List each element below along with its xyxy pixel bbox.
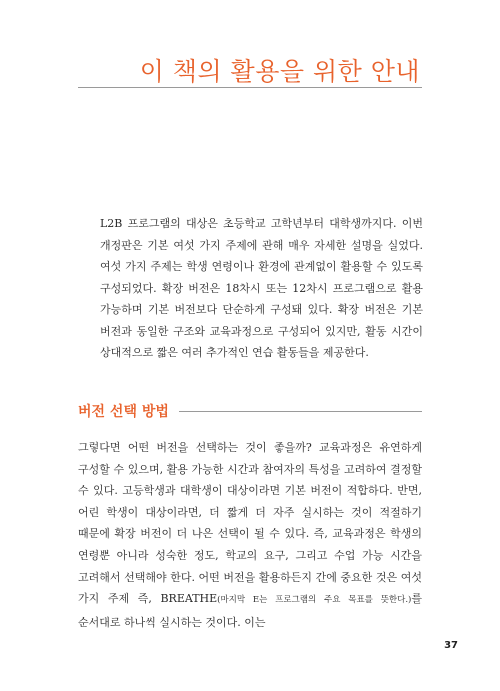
section-heading: 버전 선택 방법 [78,404,169,420]
intro-paragraph: L2B 프로그램의 대상은 초등학교 고학년부터 대학생까지다. 이번 개정판은 기본 여섯 가지 주제에 관해 매우 자세한 설명을 실었다. 여섯 가지 주제는 학생 연령이나 환경에 관계없이 활용할 수 있도록 구성되었다. 확장 버전은 18차시 또는 12차시 프로그램으로 활용 가능하며 기본 버전보다 단순하게 구성돼 있다. 확장 버전은 기본 버전과 동일한 구조와 교육과정으로 구성되어 있지만, 활동 시간이 상대적으로 짧은 여러 추가적인 연습 활동들을 제공한다. [100,217,423,359]
title-divider [78,87,422,88]
section-divider [179,411,422,412]
page-title: 이 책의 활용을 위한 안내 [139,57,420,86]
page-number: 37 [444,640,458,651]
body-text-continuation: 를 순서대로 하나씩 실시하는 것이다. 이는 [78,592,422,629]
body-text-main: 그렇다면 어떤 버전을 선택하는 것이 좋을까? 교육과정은 유연하게 구성할 수 있으며, 활용 가능한 시간과 참여자의 특성을 고려하여 결정할 수 있다. 고등학생과 대학생이 대상이라면 기본 버전이 적합하다. 반면, 어린 학생이 대상이라면, 더 짧게 더 자주 실시하는 것이 적절하기 때문에 확장 버전이 더 나은 선택이 될 수 있다. 즉, 교육과정은 학생의 연령뿐 아니라 성숙한 정도, 학교의 요구, 그리고 수업 가능 시간을 고려해서 선택해야 한다. 어떤 버전을 활용하든지 간에 중요한 것은 여섯 가지 주제 즉, BREATHE [78,441,422,606]
body-paragraph [78,437,422,633]
section-heading-row [78,400,422,422]
body-text-note: (마지막 E는 프로그램의 주요 목표를 뜻한다.) [217,595,412,606]
